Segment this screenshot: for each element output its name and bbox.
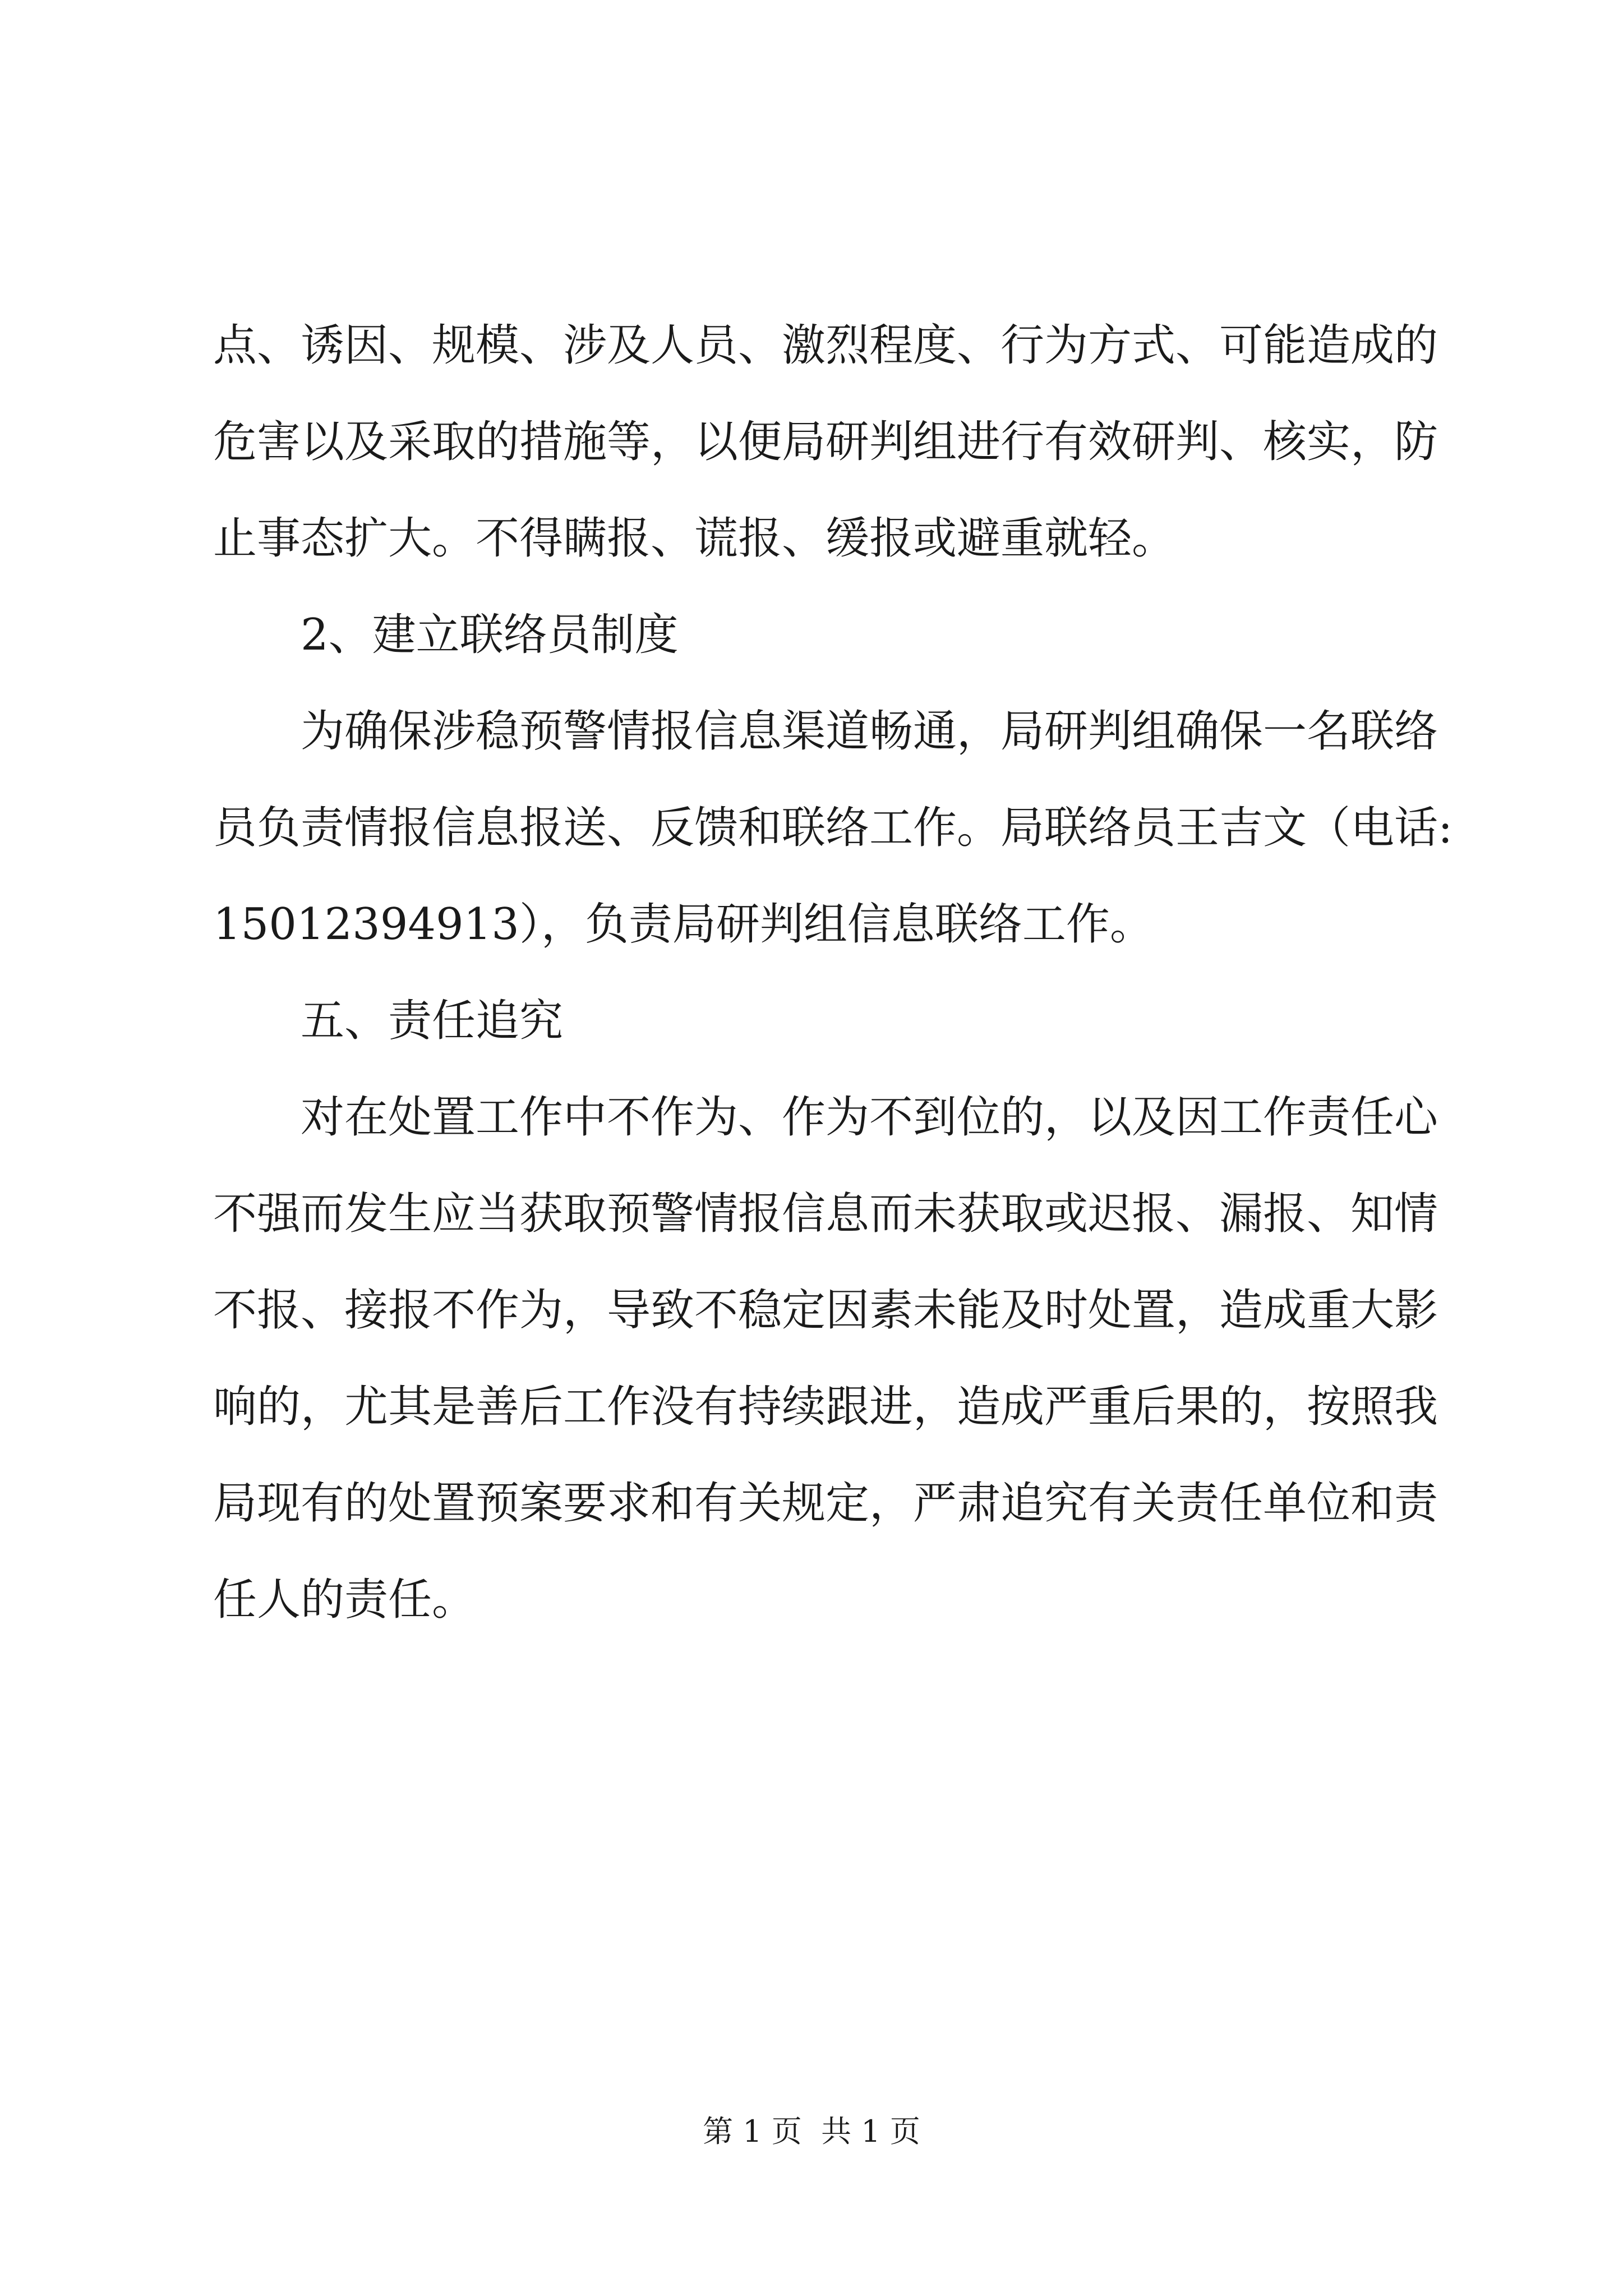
paragraph-line: 响的，尤其是善后工作没有持续跟进，造成严重后果的，按照我 — [213, 1382, 1438, 1432]
paragraph-line: 为确保涉稳预警情报信息渠道畅通，局研判组确保一名联络 — [301, 706, 1438, 757]
paragraph-line: 员负责情报信息报送、反馈和联络工作。局联络员王吉文（电话: — [213, 803, 1453, 853]
paragraph-line: 危害以及采取的措施等，以便局研判组进行有效研判、核实，防 — [213, 417, 1438, 467]
document-body — [213, 297, 1453, 1648]
page-footer: 第 1 页 共 1 页 — [703, 2114, 920, 2149]
paragraph-line: 2、建立联络员制度 — [301, 610, 679, 660]
paragraph-line: 任人的责任。 — [213, 1575, 476, 1625]
paragraph-line: 止事态扩大。不得瞒报、谎报、缓报或避重就轻。 — [213, 513, 1176, 564]
paragraph-line: 对在处置工作中不作为、作为不到位的，以及因工作责任心 — [301, 1092, 1438, 1143]
paragraph-line: 不报、接报不作为，导致不稳定因素未能及时处置，造成重大影 — [213, 1285, 1438, 1336]
paragraph-line: 15012394913），负责局研判组信息联络工作。 — [213, 899, 1154, 950]
paragraph-line: 局现有的处置预案要求和有关规定，严肃追究有关责任单位和责 — [213, 1478, 1438, 1529]
paragraph-line: 五、责任追究 — [301, 996, 564, 1046]
paragraph-line: 点、诱因、规模、涉及人员、激烈程度、行为方式、可能造成的 — [213, 320, 1438, 371]
paragraph-line: 不强而发生应当获取预警情报信息而未获取或迟报、漏报、知情 — [213, 1189, 1438, 1239]
